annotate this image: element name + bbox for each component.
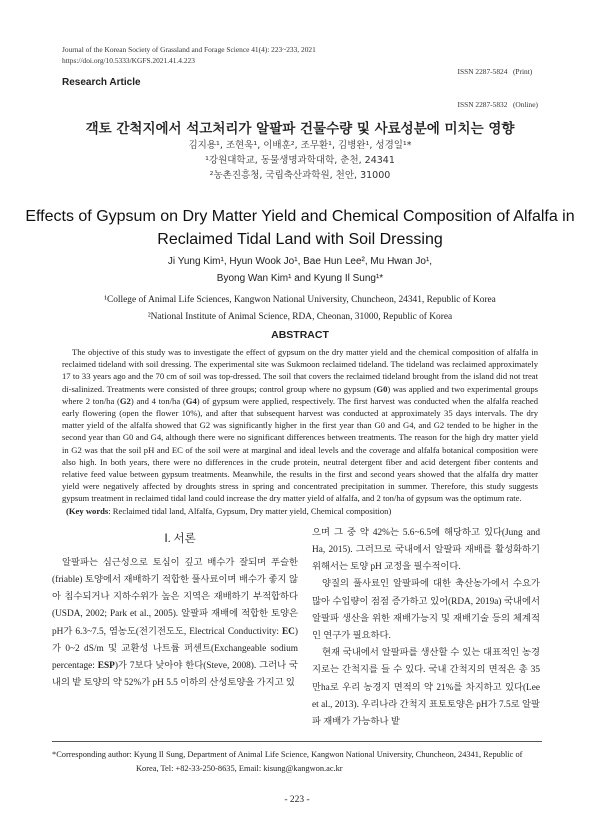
keywords-label: Key words xyxy=(68,505,109,516)
issn-block xyxy=(458,44,538,121)
body-paragraph: 양질의 풀사료인 알팔파에 대한 축산농가에서 수요가 많아 수입량이 점점 증가하고 있어(RDA, 2019a) 국내에서 알팔파 생산을 위한 재배가능지 및 재배기술 등의 체계적인 연구가 필요하다. xyxy=(312,579,540,642)
doi-link[interactable]: https://doi.org/10.5333/KGFS.2021.41.4.223 xyxy=(62,56,195,65)
keywords: (Key words: Reclaimed tidal land, Alfalfa, Gypsum, Dry matter yield, Chemical composition) xyxy=(66,505,392,516)
article-type: Research Article xyxy=(62,77,141,88)
body-left-column xyxy=(52,555,298,693)
body-text: )가 7보다 낮아야 한다(Steve, 2008). 그러나 국내의 밭 토양의 약 52%가 pH 5.5 이하의 산성토양을 가지고 있 xyxy=(52,661,298,689)
issn-online: ISSN 2287-5832 (Online) xyxy=(457,100,538,109)
abstract-text: ) was applied and two experimental groups where 2 ton/ha ( xyxy=(62,383,538,406)
korean-title: 객토 간척지에서 석고처리가 알팔파 건물수량 및 사료성분에 미치는 영향 xyxy=(85,121,515,137)
english-affiliation-2: ²National Institute of Animal Science, RDA, Cheonan, 31000, Republic of Korea xyxy=(147,312,453,322)
abstract-text: ) and 4 ton/ha ( xyxy=(130,395,186,406)
abstract-heading: ABSTRACT xyxy=(271,329,329,341)
journal-citation: Journal of the Korean Society of Grassland and Forage Science 41(4): 223~233, 2021 xyxy=(62,45,316,54)
abstract-text: The objective of this study was to investigate the effect of gypsum on the dry matter yield and the chemical composition of alfalfa in reclaimed tideland with soil dressing. The experimental site was Sukmoon reclaimed tideland. The tideland was reclaimed approximately 17 to 33 years ago and the 70 cm of soil was top-dressed. The soil that covers the reclaimed tideland brought from the island did not treat di-salinized. Treatments were consisted of three groups; control group where no gypsum ( xyxy=(62,347,538,394)
english-authors xyxy=(0,253,600,287)
abstract-bold-g0: G0 xyxy=(376,383,388,394)
body-text: 알팔파는 심근성으로 토심이 깊고 배수가 잘되며 푸슬한 (friable) 토양에서 재배하기 적합한 풀사료이며 배수가 좋지 않아 침수되거나 지하수위가 높은 지역은 재배하기 부적합하다 (USDA, 2002; Park et al., 2005). 알팔파 재배에 적합한 토양은 pH가 6.3~7.5, 염농도(전기전도도, Electrical Conductivity: xyxy=(52,557,298,637)
body-bold-ec: EC xyxy=(281,626,295,637)
korean-authors: 김지용¹, 조현욱¹, 이배훈², 조무환¹, 김병완¹, 성경일¹* xyxy=(188,140,412,151)
english-authors-line-1: Ji Yung Kim¹, Hyun Wook Jo¹, Bae Hun Lee², Mu Hwan Jo¹, xyxy=(167,256,433,267)
section-heading-introduction: Ⅰ. 서론 xyxy=(164,532,196,545)
abstract-text: ) of gypsum were applied, respectively. The first harvest was conducted when the alfalfa reached early flowering (open the flower 10%), and after that subsequent harvest was conducted at approximately 35 days intervals. The dry matter yield of the alfalfa showed that G2 was significantly higher in the first year than G0 and G4, and G2 tended to be higher in the second year than G0 and G4, although there were no significant differences between treatments. The reason for the high dry matter yield in G2 was that the soil pH and EC of the soil were at marginal and ideal levels and the coverage and alfalfa botanical composition were also high. In both years, there were no differences in the crude protein, neutral detergent fiber and acid detergent fiber contents and relative feed value between gypsum treatments. Meanwhile, the results in the first and second years showed that the alfalfa dry matter yield were negatively affected by droughts stress in spring and concentrated precipitation in summer. Therefore, this study suggests gypsum treatment in reclaimed tidal land could increase the dry matter yield of alfalfa, and 2 ton/ha of gypsum was the optimum rate. xyxy=(62,395,538,504)
body-right-column xyxy=(312,525,540,731)
abstract-body xyxy=(62,346,538,505)
issn-print: ISSN 2287-5824 (Print) xyxy=(457,67,533,76)
korean-affiliation-1: ¹강원대학교, 동물생명과학대학, 춘천, 24341 xyxy=(205,155,395,166)
footnote-line-1: *Corresponding author: Kyung Il Sung, Department of Animal Life Science, Kangwon National University, Chuncheon, 24341, Republic of xyxy=(52,750,523,760)
body-left-wrapper xyxy=(52,525,298,693)
body-text: ) 가 0~2 dS/m 및 교환성 나트륨 퍼센트(Exchangeable sodium percentage: xyxy=(52,626,298,672)
main-flow xyxy=(52,346,542,827)
english-authors-line-2: Byong Wan Kim¹ and Kyung Il Sung¹* xyxy=(216,273,384,284)
footnote-divider xyxy=(52,741,542,742)
keywords-text: : Reclaimed tidal land, Alfalfa, Gypsum, Dry matter yield, Chemical composition) xyxy=(108,505,392,516)
body-columns xyxy=(52,525,542,731)
body-bold-esp: ESP xyxy=(97,661,115,672)
abstract-bold-g2: G2 xyxy=(119,395,131,406)
body-paragraph: 으며 그 중 약 42%는 5.6~6.5에 해당하고 있다(Jung and Ha, 2015). 그러므로 국내에서 알팔파 재배를 활성화하기 위해서는 토양 pH 교정을 필수적이다. xyxy=(312,527,540,573)
english-title-line-2: Reclaimed Tidal Land with Soil Dressing xyxy=(157,231,443,248)
body-paragraph: 현재 국내에서 알팔파를 생산할 수 있는 대표적인 농경지로는 간척지를 들 수 있다. 국내 간척지의 면적은 총 35 만ha로 우리 농경지 면적의 약 21%를 차지하고 있다(Lee et al., 2013). 우리나라 간척지 표토토양은 pH가 7.5로 알팔파 재배가 가능하나 밭 xyxy=(312,648,540,728)
english-affiliations xyxy=(0,292,600,326)
english-title-line-1: Effects of Gypsum on Dry Matter Yield and Chemical Composition of Alfalfa in xyxy=(25,208,575,225)
abstract-bold-g4: G4 xyxy=(185,395,197,406)
corresponding-author-footnote xyxy=(52,748,542,775)
english-title xyxy=(0,205,600,251)
footnote-line-2: Korea, Tel: +82-33-250-8635, Email: kisung@kangwon.ac.kr xyxy=(136,763,343,773)
running-header xyxy=(62,44,316,66)
page-number: - 223 - xyxy=(284,795,310,806)
english-affiliation-1: ¹College of Animal Life Sciences, Kangwon National University, Chuncheon, 24341, Republic of Korea xyxy=(104,295,496,305)
korean-affiliation-2: ²농촌진흥청, 국립축산과학원, 천안, 31000 xyxy=(209,170,391,181)
